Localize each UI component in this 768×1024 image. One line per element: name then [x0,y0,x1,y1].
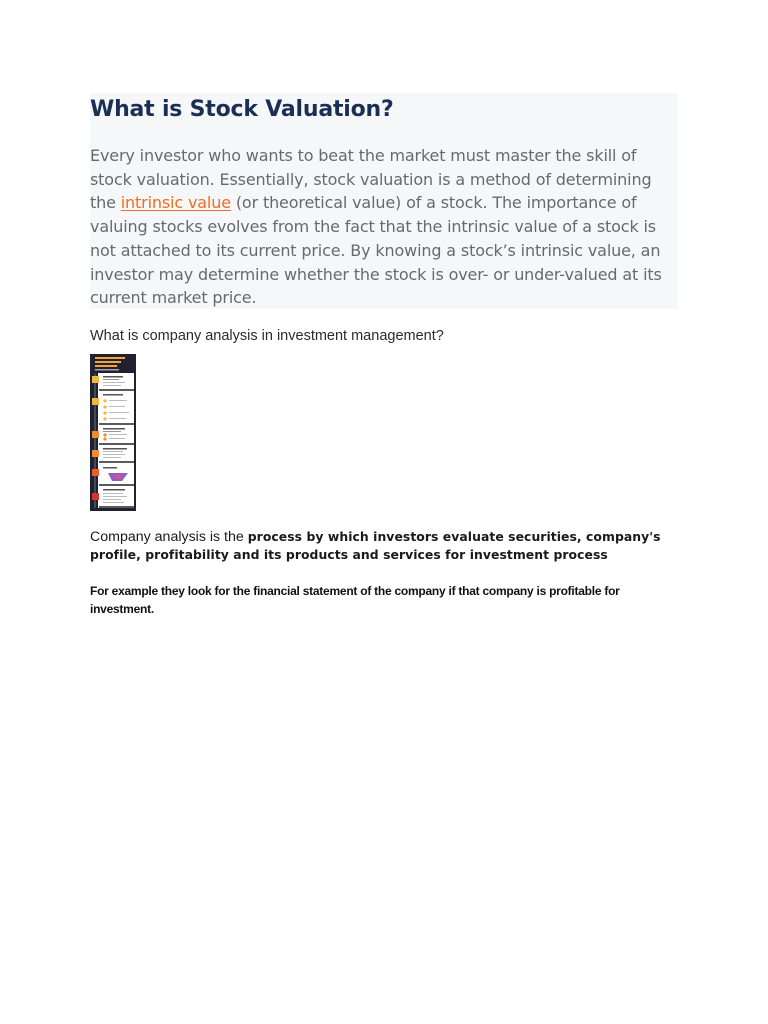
infographic-thumbnail-image [90,354,136,511]
answer-paragraph [90,528,670,564]
paragraph-rest: (or theoretical value) of a stock. The importance of valuing stocks evolves from the fact that the intrinsic value of a stock is not attached to its current price. By knowing a stock’s intrinsic value, an investor may determine whether the stock is over- or under-valued at its current market price. [90,193,662,308]
section-paragraph [90,144,676,310]
section-title: What is Stock Valuation? [90,97,394,122]
question-heading: What is company analysis in investment management? [90,328,444,344]
intrinsic-value-link[interactable]: intrinsic value [120,193,231,213]
answer-lead: Company analysis is the [90,529,244,545]
example-paragraph: For example they look for the financial statement of the company if that company is profitable for investment. [90,584,620,616]
paragraph-intro: Every investor who wants to beat the market must master the skill of stock valuation. Essentially, stock valuation is a method of determining the [90,146,652,213]
answer-bold-text: process by which investors evaluate securities, company's profile, profitability and its products and services for investment process [90,529,661,562]
